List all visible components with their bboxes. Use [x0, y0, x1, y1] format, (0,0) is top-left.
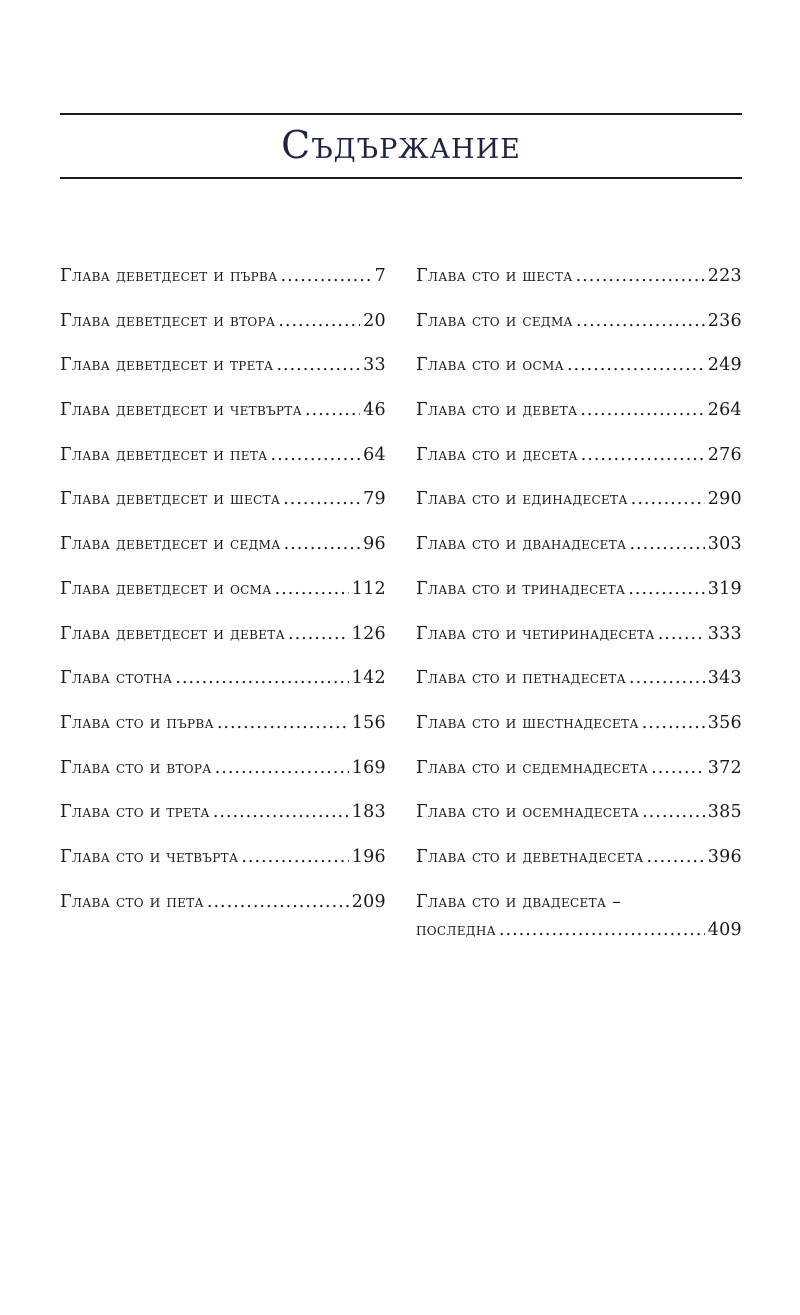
dot-leader: [207, 892, 349, 912]
toc-entry[interactable]: [60, 266, 386, 311]
toc-entry-label: Глава деветдесет и четвърта: [60, 400, 302, 421]
toc-entry-page: 96: [363, 534, 386, 555]
toc-entry[interactable]: [60, 579, 386, 624]
toc-entry-label: Глава сто и четиринадесета: [416, 623, 655, 644]
toc-entry[interactable]: [416, 579, 742, 624]
dot-leader: [629, 668, 705, 688]
dot-leader: [305, 400, 360, 420]
toc-entry[interactable]: [416, 624, 742, 669]
toc-entry[interactable]: [60, 802, 386, 847]
dot-leader: [278, 311, 360, 331]
toc-entry[interactable]: [416, 802, 742, 847]
toc-entry-label: Глава сто и шеста: [416, 266, 573, 286]
page-title: Съдържание: [281, 123, 521, 167]
toc-entry-page: 169: [351, 757, 386, 778]
dot-leader: [217, 713, 349, 733]
dot-leader: [241, 847, 348, 867]
toc-entry[interactable]: [60, 668, 386, 713]
toc-entry[interactable]: [60, 713, 386, 758]
toc-entry[interactable]: [416, 668, 742, 713]
dot-leader: [576, 311, 705, 331]
toc-entry-label-line2: последна: [416, 919, 496, 940]
dot-leader: [646, 847, 704, 867]
toc-entry-page: 396: [707, 846, 742, 867]
toc-entry[interactable]: [60, 400, 386, 445]
toc-entry[interactable]: [416, 489, 742, 534]
toc-entry-label: Глава стотна: [60, 668, 173, 689]
toc-entry-label: Глава деветдесет и пета: [60, 444, 268, 465]
dot-leader: [642, 713, 705, 733]
toc-entry-label: Глава деветдесет и седма: [60, 534, 281, 555]
bottom-rule: [60, 177, 742, 179]
toc-entry-label: Глава деветдесет и осма: [60, 578, 272, 599]
toc-entry-label: Глава сто и шестнадесета: [416, 712, 639, 733]
toc-entry-page: 319: [707, 578, 742, 599]
toc-entry-page: 183: [351, 802, 386, 823]
toc-entry-label: Глава сто и единадесета: [416, 489, 628, 510]
toc-entry[interactable]: [416, 758, 742, 803]
toc-entry-label: Глава сто и дванадесета: [416, 534, 627, 555]
dot-leader: [276, 355, 360, 375]
dot-leader: [283, 489, 360, 509]
dot-leader: [581, 445, 705, 465]
toc-entry-label: Глава сто и първа: [60, 712, 214, 733]
dot-leader: [499, 920, 705, 940]
toc-entry-page: 33: [363, 355, 386, 376]
toc-entry-label: Глава деветдесет и трета: [60, 355, 274, 376]
toc-entry[interactable]: [60, 892, 386, 937]
toc-entry-page: 142: [351, 668, 386, 689]
dot-leader: [658, 624, 705, 644]
dot-leader: [576, 266, 705, 286]
toc-entry-page: 64: [363, 444, 386, 465]
toc-entry-page: 196: [351, 846, 386, 867]
toc-entry-label: Глава сто и пета: [60, 891, 204, 912]
dot-leader: [567, 355, 705, 375]
toc-entry-page: 276: [707, 444, 742, 465]
toc-entry[interactable]: [416, 355, 742, 400]
toc-entry-label: Глава сто и втора: [60, 757, 212, 778]
toc-entry-page: 126: [351, 623, 386, 644]
toc-entry[interactable]: [60, 489, 386, 534]
toc-entry-label: Глава сто и четвърта: [60, 846, 239, 867]
toc-entry[interactable]: [60, 355, 386, 400]
toc-entry-label: Глава сто и осма: [416, 355, 564, 376]
toc-entry[interactable]: [60, 534, 386, 579]
toc-entry[interactable]: [416, 713, 742, 758]
toc-entry-page: 112: [351, 578, 386, 599]
toc-entry-page: 156: [351, 712, 386, 733]
toc-entry-page: 223: [707, 266, 742, 286]
dot-leader: [629, 534, 704, 554]
toc-entry-last[interactable]: [416, 892, 742, 940]
dot-leader: [213, 802, 349, 822]
dot-leader: [580, 400, 704, 420]
dot-leader: [284, 534, 361, 554]
dot-leader: [288, 624, 349, 644]
toc-entry[interactable]: [416, 400, 742, 445]
toc-entry-page: 7: [374, 266, 386, 286]
dot-leader: [631, 489, 705, 509]
toc-left-column: [60, 266, 386, 936]
toc-entry-page: 236: [707, 310, 742, 331]
toc-entry[interactable]: [416, 445, 742, 490]
dot-leader: [215, 758, 349, 778]
dot-leader: [175, 668, 348, 688]
toc-entry-page: 372: [707, 757, 742, 778]
toc-entry-label: Глава сто и девета: [416, 400, 578, 421]
toc-entry[interactable]: [60, 445, 386, 490]
toc-entry[interactable]: [416, 847, 742, 892]
toc-entry-page: 249: [707, 355, 742, 376]
toc-entry-label-line1: Глава сто и двадесета –: [416, 891, 622, 912]
toc-entry-page: 303: [707, 534, 742, 555]
toc-entry[interactable]: [60, 311, 386, 356]
toc-entry-page: 356: [707, 712, 742, 733]
toc-entry-label: Глава деветдесет и девета: [60, 623, 285, 644]
toc-entry-label: Глава деветдесет и шеста: [60, 489, 281, 510]
toc-entry[interactable]: [416, 534, 742, 579]
toc-entry-label: Глава сто и петнадесета: [416, 668, 627, 689]
toc-entry-page: 209: [351, 891, 386, 912]
toc-entry[interactable]: [60, 758, 386, 803]
dot-leader: [271, 445, 361, 465]
dot-leader: [651, 758, 705, 778]
toc-entry[interactable]: [60, 847, 386, 892]
toc-entry[interactable]: [60, 624, 386, 669]
toc-entry-page: 79: [363, 489, 386, 510]
toc-entry-label: Глава сто и седма: [416, 310, 573, 331]
toc-entry-page: 385: [707, 802, 742, 823]
toc-entry-label: Глава деветдесет и втора: [60, 310, 276, 331]
toc-entry-page: 46: [363, 400, 386, 421]
dot-leader: [628, 579, 704, 599]
toc-entry-label: Глава сто и осемнадесета: [416, 802, 640, 823]
dot-leader: [642, 802, 705, 822]
toc-entry-label: Глава сто и деветнадесета: [416, 846, 644, 867]
toc-entry-page: 264: [707, 400, 742, 421]
top-rule: [60, 113, 742, 115]
toc-entry-page: 343: [707, 668, 742, 689]
toc-entry-page: 290: [707, 489, 742, 510]
toc-entry-label: Глава деветдесет и първа: [60, 266, 278, 286]
toc-entry-page: 409: [707, 919, 742, 940]
dot-leader: [275, 579, 349, 599]
toc-entry[interactable]: [416, 266, 742, 311]
toc-entry[interactable]: [416, 311, 742, 356]
toc-right-column: [416, 266, 742, 940]
toc-entry-label: Глава сто и тринадесета: [416, 578, 626, 599]
toc-entry-page: 20: [363, 310, 386, 331]
toc-entry-page: 333: [707, 623, 742, 644]
toc-entry-label: Глава сто и десета: [416, 444, 578, 465]
toc-entry-line2: [416, 920, 742, 940]
toc-entry-label: Глава сто и трета: [60, 802, 210, 823]
toc-entry-label: Глава сто и седемнадесета: [416, 757, 649, 778]
dot-leader: [281, 266, 372, 286]
